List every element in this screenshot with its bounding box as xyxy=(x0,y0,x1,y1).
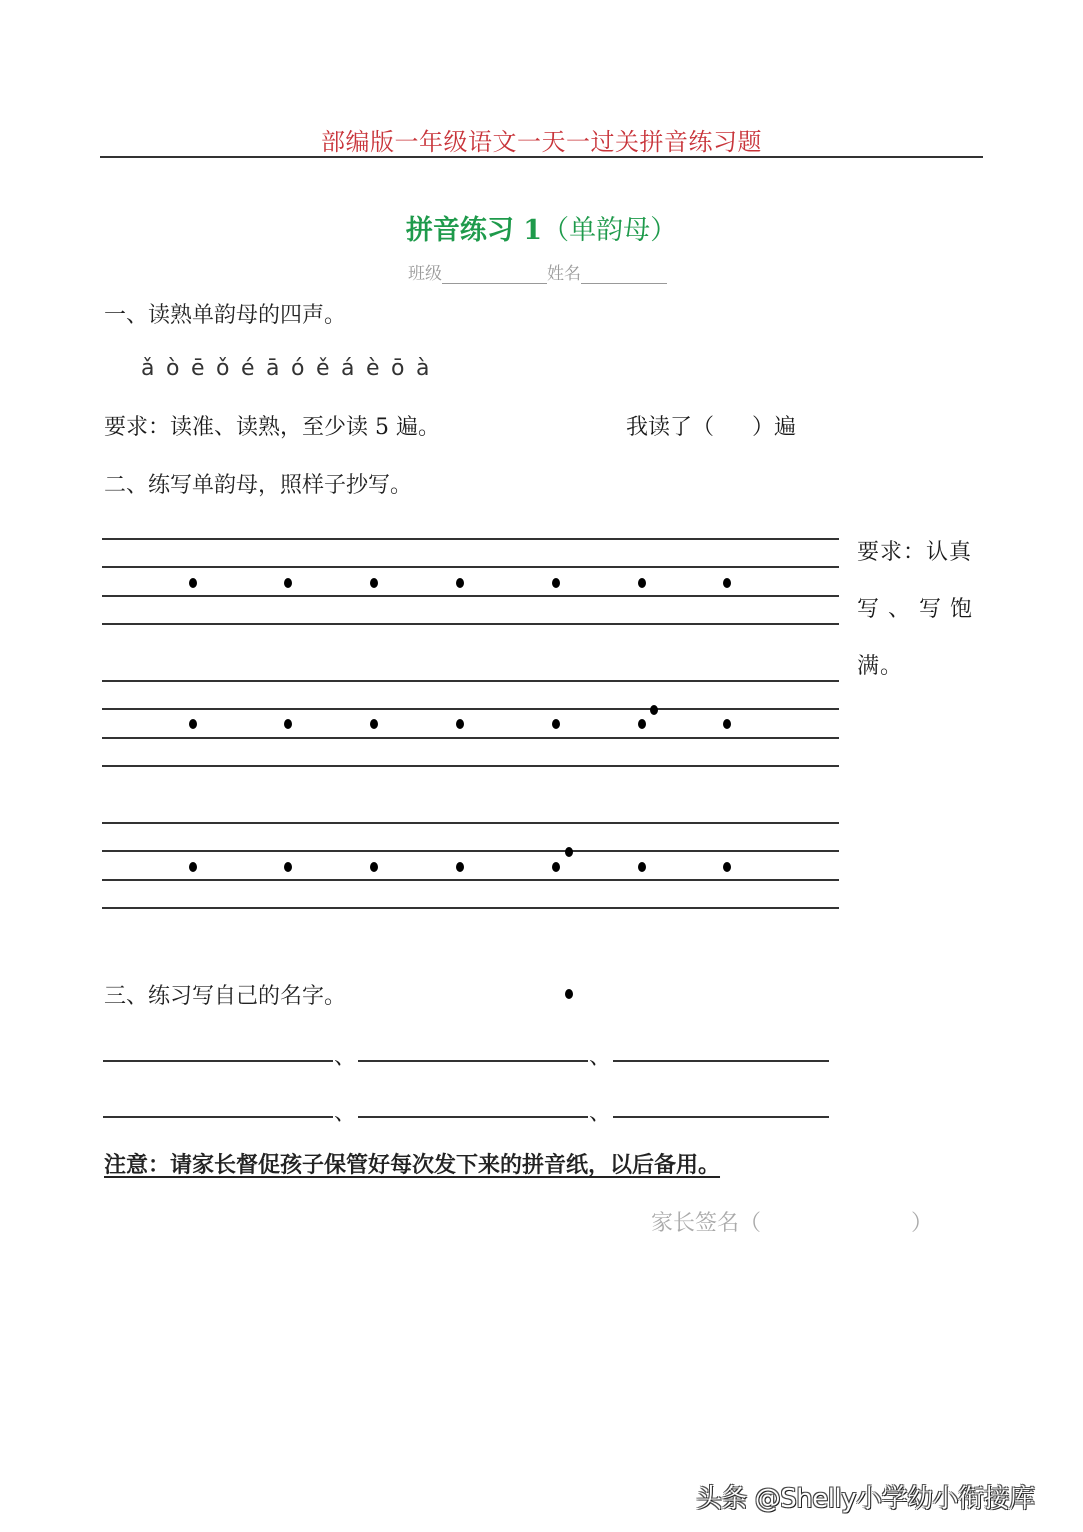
start-dot xyxy=(456,719,464,729)
grid-line xyxy=(102,708,839,710)
read-count-suffix: ）遍 xyxy=(752,415,797,440)
pinyin-item: ǎ xyxy=(141,356,155,381)
grid-line xyxy=(102,595,839,597)
name-blank[interactable] xyxy=(358,1116,588,1118)
pinyin-tone-row xyxy=(141,356,441,381)
reading-requirement: 要求：读准、读熟，至少读 5 遍。 xyxy=(104,415,440,440)
name-blank[interactable] xyxy=(613,1060,829,1062)
grid-line xyxy=(102,822,839,824)
stray-dot xyxy=(650,705,658,715)
signature-suffix: ） xyxy=(911,1211,934,1236)
start-dot xyxy=(552,719,560,729)
pinyin-item: ǒ xyxy=(216,356,230,381)
name-field[interactable] xyxy=(581,264,667,284)
start-dot xyxy=(284,719,292,729)
signature-prefix: 家长签名（ xyxy=(651,1211,762,1236)
start-dot xyxy=(723,862,731,872)
grid-line xyxy=(102,566,839,568)
start-dot xyxy=(723,578,731,588)
start-dot xyxy=(552,578,560,588)
read-count-line xyxy=(626,410,796,441)
pinyin-item: ě xyxy=(316,356,330,381)
writing-requirement-line: 满。 xyxy=(857,654,904,679)
name-blank[interactable] xyxy=(103,1116,333,1118)
section1-heading: 一、读熟单韵母的四声。 xyxy=(104,303,347,328)
start-dot xyxy=(723,719,731,729)
student-info-line xyxy=(408,259,667,284)
start-dot xyxy=(189,719,197,729)
writing-requirement-line: 要求：认真 xyxy=(857,540,973,565)
parent-signature-line xyxy=(651,1206,933,1237)
start-dot xyxy=(456,578,464,588)
stray-dot xyxy=(565,847,573,857)
start-dot xyxy=(370,719,378,729)
worksheet-title-sub: （单韵母） xyxy=(542,215,678,246)
start-dot xyxy=(189,862,197,872)
start-dot xyxy=(456,862,464,872)
grid-line xyxy=(102,737,839,739)
pinyin-item: è xyxy=(366,356,380,381)
grid-line xyxy=(102,680,839,682)
pinyin-item: à xyxy=(416,356,430,381)
start-dot xyxy=(638,719,646,729)
writing-requirement-line: 写 、 写 饱 xyxy=(857,597,973,622)
read-count-prefix: 我读了（ xyxy=(626,415,715,440)
pinyin-item: é xyxy=(241,356,255,381)
header-divider xyxy=(100,156,983,158)
grid-line xyxy=(102,765,839,767)
start-dot xyxy=(284,578,292,588)
worksheet-title-main: 拼音练习 1 xyxy=(405,215,543,246)
pinyin-item: á xyxy=(341,356,355,381)
grid-line xyxy=(102,623,839,625)
name-label: 姓名 xyxy=(547,264,581,284)
section2-heading: 二、练写单韵母，照样子抄写。 xyxy=(104,473,413,498)
separator: 、 xyxy=(589,1045,612,1070)
pinyin-item: ō xyxy=(391,356,405,381)
document-header-title: 部编版一年级语文一天一过关拼音练习题 xyxy=(321,128,762,156)
watermark: 头条 @Shelly小学幼小衔接库 xyxy=(696,1484,1035,1514)
parent-notice: 注意：请家长督促孩子保管好每次发下来的拼音纸，以后备用。 xyxy=(104,1152,721,1178)
name-blank[interactable] xyxy=(358,1060,588,1062)
worksheet-title xyxy=(0,208,1083,247)
pinyin-item: ā xyxy=(266,356,280,381)
pinyin-item: ò xyxy=(166,356,180,381)
name-blank[interactable] xyxy=(103,1060,333,1062)
stray-dot xyxy=(565,989,573,999)
separator: 、 xyxy=(334,1045,357,1070)
name-blank[interactable] xyxy=(613,1116,829,1118)
pinyin-item: ē xyxy=(191,356,205,381)
class-field[interactable] xyxy=(442,264,547,284)
grid-line xyxy=(102,538,839,540)
start-dot xyxy=(638,862,646,872)
start-dot xyxy=(284,862,292,872)
section3-heading: 三、练习写自己的名字。 xyxy=(104,984,347,1009)
separator: 、 xyxy=(589,1101,612,1126)
start-dot xyxy=(370,578,378,588)
start-dot xyxy=(638,578,646,588)
start-dot xyxy=(189,578,197,588)
writing-requirement xyxy=(857,524,985,695)
start-dot xyxy=(370,862,378,872)
grid-line xyxy=(102,907,839,909)
class-label: 班级 xyxy=(408,264,442,284)
grid-line xyxy=(102,850,839,852)
pinyin-item: ó xyxy=(291,356,305,381)
start-dot xyxy=(552,862,560,872)
separator: 、 xyxy=(334,1101,357,1126)
grid-line xyxy=(102,879,839,881)
